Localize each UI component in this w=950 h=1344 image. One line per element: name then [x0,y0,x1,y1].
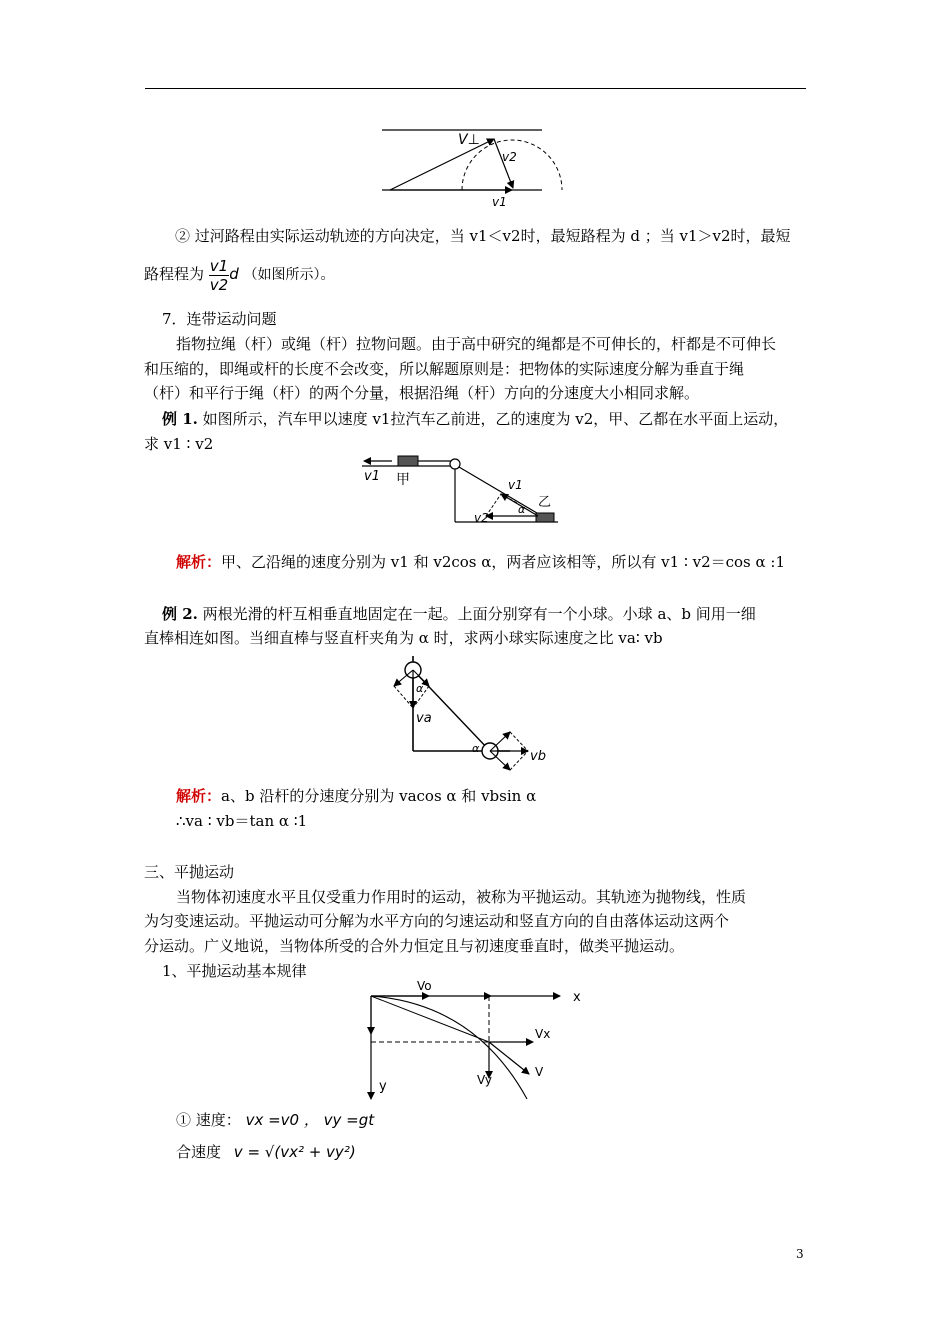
s7-title: 7．连带运动问题 [162,310,277,328]
sol2 [176,786,536,806]
label-vb: vb [530,749,546,764]
label-alpha: α [518,503,526,516]
label-v1: v1 [492,195,507,209]
label-alpha-b: α [472,742,480,755]
ex1-text1: 如图所示，汽车甲以速度 v1拉汽车乙前进，乙的速度为 v2，甲、乙都在水平面上运动， [202,410,789,428]
car-yi [536,513,554,522]
s7-p2: 和压缩的，即绳或杆的长度不会改变，所以解题原则是：把物体的实际速度分解为垂直于绳 [144,360,745,378]
sol1-label: 解析： [176,553,222,571]
p1-d: d [229,265,239,283]
label-x: x [573,990,581,1005]
frac-den: v2 [209,275,229,294]
sec3-p1: 当物体初速度水平且仅受重力作用时的运动，被称为平抛运动。其轨迹为抛物线，性质 [176,888,747,906]
s7-p1: 指物拉绳（杆）或绳（杆）拉物问题。由于高中研究的绳都是不可伸长的，杆都是不可伸长 [176,335,777,353]
s7-p3: （杆）和平行于绳（杆）的两个分量，根据沿绳（杆）方向的分速度大小相同求解。 [144,384,700,402]
combined-line [176,1142,356,1162]
label-alpha-a: α [416,682,424,695]
ex1-line2: 求 v1 ∶ v2 [144,435,214,453]
ex2-line1 [162,604,756,624]
label-vo: Vo [417,979,432,993]
sol2-label: 解析： [176,787,222,805]
label-v: V [535,1065,544,1079]
b-perp-arrow [490,732,510,751]
p1-line2-suffix: （如图所示）。 [243,267,335,283]
a-dash1 [394,686,413,708]
ex2-line2: 直棒相连如图。当细直棒与竖直杆夹角为 α 时，求两小球实际速度之比 va∶ vb [144,629,663,647]
speed-formula: vx =v0 ， vy =gt [245,1111,375,1129]
sec3-title: 三、平抛运动 [144,863,235,881]
fig-projectile [355,974,595,1104]
label-jia: 甲 [396,472,410,488]
v-arrow [489,1042,529,1074]
label-v2: v2 [474,511,489,525]
sol2-line2: ∴va ∶ vb＝tan α ∶1 [176,812,308,830]
label-va: va [416,711,432,726]
sol1 [176,552,785,572]
rope-slant [459,467,542,516]
car-jia [398,456,418,466]
header-rule [145,88,806,89]
label-v-perp: V⊥ [458,132,480,148]
ex1-label: 例 1. [162,410,198,428]
ex2-label: 例 2. [162,605,198,623]
b-dash2 [510,732,528,751]
speed-line [176,1110,374,1130]
b-along-arrow [490,751,510,770]
sol2-text: a、b 沿杆的分速度分别为 vacos α 和 vbsin α [221,787,537,805]
trajectory [371,996,527,1099]
speed-label: ① 速度： [176,1111,241,1129]
p1-line2-prefix: 路程程为 [144,265,205,283]
p1-line1: ② 过河路程由实际运动轨迹的方向决定，当 v1＜v2时，最短路程为 d ；当 v1＞v2时，最短 [175,227,791,245]
shortest-path-fraction [209,257,229,294]
sol1-text: 甲、乙沿绳的速度分别为 v1 和 v2cos α，两者应该相等，所以有 v1 ∶ v2＝cos α :1 [221,553,786,571]
frac-num: v1 [209,256,229,275]
label-v1-rope: v1 [508,478,523,492]
label-vy: Vy [477,1073,492,1087]
fig-two-cars [358,452,568,532]
sec3-p3: 分运动。广义地说，当物体所受的合外力恒定且与初速度垂直时，做类平抛运动。 [144,937,685,955]
sec3-sub1: 1、平抛运动基本规律 [162,962,307,980]
label-v2: v2 [502,150,517,164]
ex2-text1: 两根光滑的杆互相垂直地固定在一起。上面分别穿有一个小球。小球 a、b 间用一细 [202,605,756,623]
p1-line2 [144,252,335,297]
label-yi: 乙 [538,495,552,510]
label-y: y [379,1079,387,1094]
label-vx: Vx [535,1027,551,1041]
combined-label: 合速度 [176,1143,222,1161]
chord [371,996,489,1042]
b-dash1 [510,751,528,770]
pulley [450,459,460,469]
fig-river-crossing [370,122,580,212]
fig-perpendicular-rods [380,648,550,778]
combined-formula: v = √(vx² + vy²) [233,1143,356,1161]
sec3-p2: 为匀变速运动。平抛运动可分解为水平方向的匀速运动和竖直方向的自由落体运动这两个 [144,912,730,930]
page-number: 3 [796,1247,804,1261]
label-v1-left: v1 [364,469,380,484]
ex1-line1 [162,409,788,429]
